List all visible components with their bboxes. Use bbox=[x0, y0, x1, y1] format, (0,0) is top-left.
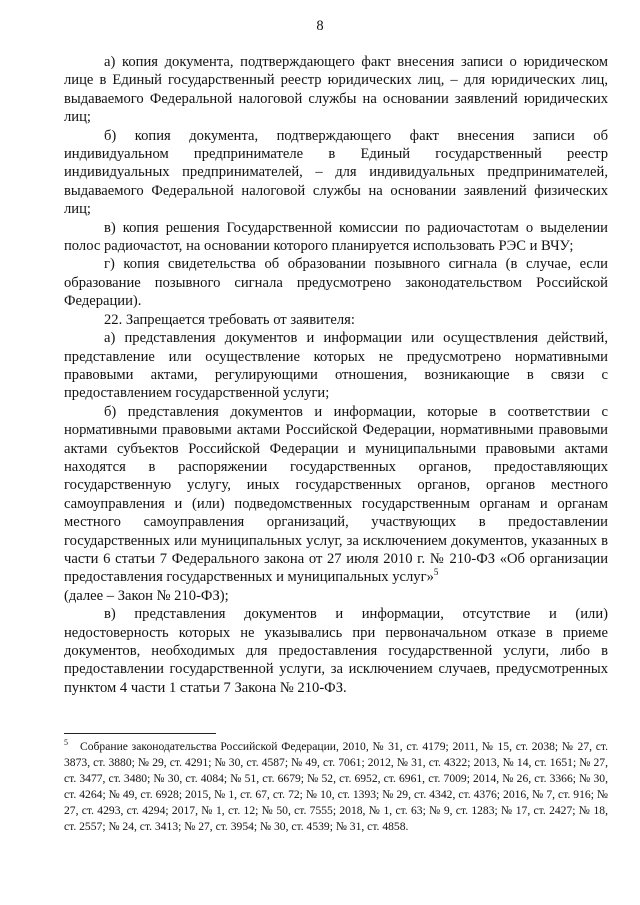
footnote-text-block bbox=[64, 739, 608, 834]
paragraph-22-b-text: б) представления документов и информации, которые в соответствии с нормативными правовыми актами Российской Федерации, нормативными правовыми актами субъектов Российской Федерации и муниципальными правовыми актами находятся в распоряжении государственных органов, предоставляющих государственную услугу, иных государственных органов, органов местного самоуправления и (или) подведомственных государственным органам и органам местного самоуправления организаций, участвующих в предоставлении государственных или муниципальных услуг, за исключением документов, указанных в части 6 статьи 7 Федерального закона от 27 июля 2010 г. № 210-ФЗ «Об организации предоставления государственных и муниципальных услуг» bbox=[64, 403, 608, 586]
paragraph-b-egrip: б) копия документа, подтверждающего факт внесения записи об индивидуальном предпринимателе в Единый государственный реестр индивидуальных предпринимателей, – для индивидуальных предпринимателей, выдаваемого Федеральной налоговой службы на основании заявлений физических лиц; bbox=[64, 127, 608, 218]
paragraph-22-v: в) представления документов и информации, отсутствие и (или) недостоверность которых не указывались при первоначальном отказе в приеме документов, необходимых для предоставления государственной услуги, либо в предоставлении государственной услуги, за исключением случаев, предусмотренных пунктом 4 части 1 статьи 7 Закона № 210-ФЗ. bbox=[64, 606, 608, 696]
body-text bbox=[64, 53, 608, 697]
footnote bbox=[64, 739, 608, 834]
footnote-text: Собрание законодательства Российской Федерации, 2010, № 31, ст. 4179; 2011, № 15, ст. 2038; № 27, ст. 3873, ст. 3880; № 29, ст. 4291; № 30, ст. 4587; № 49, ст. 7061; 2012, № 31, ст. 4322; 2013, № 14, ст. 1651; № 27, ст. 3477, ст. 3480; № 30, ст. 4084; № 51, ст. 6679; № 52, ст. 6952, ст. 6961, ст. 7009; 2014, № 26, ст. 3366; № 30, ст. 4264; № 49, ст. 6928; 2015, № 1, ст. 67, ст. 72; № 10, ст. 1393; № 29, ст. 4342, ст. 4376; 2016, № 7, ст. 916; № 27, ст. 4293, ст. 4294; 2017, № 1, ст. 12; № 50, ст. 7555; 2018, № 1, ст. 63; № 9, ст. 1283; № 17, ст. 2427; № 18, ст. 2557; № 24, ст. 3413; № 27, ст. 3954; № 30, ст. 4539; № 31, ст. 4858. bbox=[64, 740, 608, 833]
paragraph-g-call-sign: г) копия свидетельства об образовании позывного сигнала (в случае, если образование позывного сигнала предусмотрено законодательством Российской Федерации). bbox=[64, 256, 608, 310]
section-22-heading: 22. Запрещается требовать от заявителя: bbox=[104, 311, 355, 328]
page-number: 8 bbox=[316, 18, 324, 34]
paragraph-22-a: а) представления документов и информации или осуществления действий, представление или осуществление которых не предусмотрено нормативными правовыми актами, регулирующими отношения, возникающие в связи с предоставлением государственной услуги; bbox=[64, 330, 608, 402]
footnote-reference: 5 bbox=[433, 567, 439, 578]
footnote-mark: 5 bbox=[64, 738, 68, 748]
paragraph-22-b-tail: (далее – Закон № 210-ФЗ); bbox=[64, 587, 229, 604]
paragraph-22-b bbox=[64, 403, 608, 605]
paragraph-v-gkrch: в) копия решения Государственной комиссии по радиочастотам о выделении полос радиочастот, на основании которого планируется использовать РЭС и ВЧУ; bbox=[64, 219, 608, 255]
footnote-separator bbox=[64, 733, 216, 734]
paragraph-a-egrul: а) копия документа, подтверждающего факт внесения записи о юридическом лице в Единый государственный реестр юридических лиц, – для юридических лиц, выдаваемого Федеральной налоговой службы на основании заявлений юридических лиц; bbox=[64, 54, 608, 126]
